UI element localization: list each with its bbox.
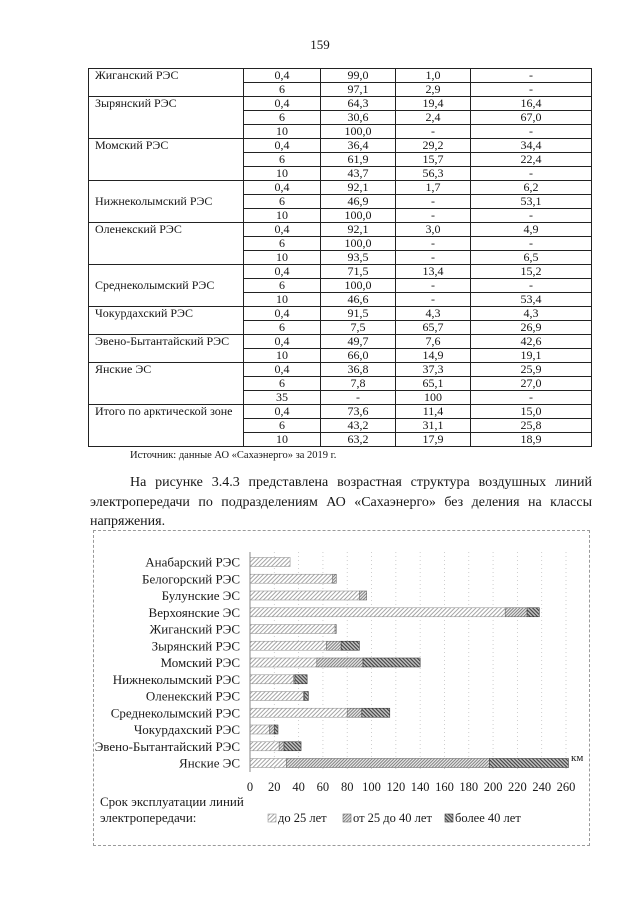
x-tick-label: 60 bbox=[316, 780, 330, 794]
voltage-cell: 0,4 bbox=[244, 223, 321, 237]
table-row bbox=[89, 363, 592, 377]
voltage-cell: 35 bbox=[244, 391, 321, 405]
share-under-25-cell: 100,0 bbox=[321, 125, 396, 139]
share-25-40-cell: 65,1 bbox=[396, 377, 471, 391]
share-25-40-cell: 31,1 bbox=[396, 419, 471, 433]
x-tick-label: 120 bbox=[386, 780, 406, 794]
x-tick-label: 0 bbox=[246, 780, 254, 794]
share-25-40-cell: - bbox=[396, 195, 471, 209]
age-structure-chart bbox=[93, 530, 590, 846]
voltage-cell: 6 bbox=[244, 279, 321, 293]
share-25-40-cell: - bbox=[396, 279, 471, 293]
paragraph-line: электропередачи по подразделениям АО «Сахаэнерго» без деления на классы bbox=[90, 494, 592, 510]
share-25-40-cell: 7,6 bbox=[396, 335, 471, 349]
share-under-25-cell: 30,6 bbox=[321, 111, 396, 125]
table-row bbox=[89, 69, 592, 83]
paragraph-line: На рисунке 3.4.3 представлена возрастная структура воздушных линий bbox=[130, 475, 592, 490]
bar-segment-over-40 bbox=[527, 608, 539, 617]
share-under-25-cell: 64,3 bbox=[321, 97, 396, 111]
table-row bbox=[89, 307, 592, 321]
share-over-40-cell: - bbox=[471, 237, 592, 251]
bar-segment-under-25 bbox=[250, 658, 317, 667]
share-25-40-cell: 14,9 bbox=[396, 349, 471, 363]
category-label: Булунские ЭС bbox=[161, 588, 240, 603]
share-over-40-cell: 15,2 bbox=[471, 265, 592, 279]
table-body bbox=[89, 69, 592, 447]
share-25-40-cell: 37,3 bbox=[396, 363, 471, 377]
share-over-40-cell: - bbox=[471, 167, 592, 181]
region-name-cell: Эвено-Бытантайский РЭС bbox=[89, 335, 244, 363]
share-25-40-cell: - bbox=[396, 125, 471, 139]
share-under-25-cell: 91,5 bbox=[321, 307, 396, 321]
x-tick-label: 180 bbox=[459, 780, 479, 794]
x-tick-label: 80 bbox=[340, 780, 354, 794]
bar-segment-25-40 bbox=[286, 759, 489, 768]
category-label: Янские ЭС bbox=[179, 755, 240, 771]
bar-segment-under-25 bbox=[250, 675, 294, 684]
x-tick-label: 160 bbox=[435, 780, 454, 794]
share-over-40-cell: - bbox=[471, 69, 592, 83]
bar-segment-under-25 bbox=[250, 641, 327, 650]
voltage-cell: 0,4 bbox=[244, 265, 321, 279]
region-name-cell: Итого по арктической зоне bbox=[89, 405, 244, 447]
category-label: Момский РЭС bbox=[160, 655, 240, 670]
share-25-40-cell: 17,9 bbox=[396, 433, 471, 447]
voltage-cell: 10 bbox=[244, 209, 321, 223]
category-label: Белогорский РЭС bbox=[142, 571, 240, 587]
share-under-25-cell: - bbox=[321, 391, 396, 405]
region-name-cell: Момский РЭС bbox=[89, 139, 244, 181]
bar-segment-25-40 bbox=[347, 708, 362, 717]
bar-segment-25-40 bbox=[335, 625, 336, 634]
share-over-40-cell: 22,4 bbox=[471, 153, 592, 167]
bar-segment-over-40 bbox=[305, 692, 309, 701]
bar-segment-over-40 bbox=[295, 675, 307, 684]
share-25-40-cell: 15,7 bbox=[396, 153, 471, 167]
category-label: Эвено-Бытантайский РЭС bbox=[94, 738, 240, 754]
voltage-cell: 0,4 bbox=[244, 363, 321, 377]
x-tick-label: 20 bbox=[268, 780, 281, 794]
bar-segment-over-40 bbox=[274, 725, 278, 734]
share-over-40-cell: - bbox=[471, 391, 592, 405]
share-25-40-cell: - bbox=[396, 209, 471, 223]
voltage-cell: 6 bbox=[244, 153, 321, 167]
page-number: 159 bbox=[310, 37, 330, 52]
bar-segment-under-25 bbox=[250, 558, 290, 567]
x-tick-label: 100 bbox=[362, 780, 381, 794]
table-row bbox=[89, 405, 592, 419]
age-structure-table bbox=[88, 68, 592, 447]
share-25-40-cell: 65,7 bbox=[396, 321, 471, 335]
share-over-40-cell: 4,3 bbox=[471, 307, 592, 321]
share-25-40-cell: 1,0 bbox=[396, 69, 471, 83]
voltage-cell: 6 bbox=[244, 419, 321, 433]
voltage-cell: 6 bbox=[244, 195, 321, 209]
table-row bbox=[89, 223, 592, 237]
voltage-cell: 6 bbox=[244, 237, 321, 251]
voltage-cell: 0,4 bbox=[244, 69, 321, 83]
share-25-40-cell: 13,4 bbox=[396, 265, 471, 279]
legend-swatch-under-25 bbox=[268, 814, 276, 822]
bar-segment-over-40 bbox=[362, 708, 390, 717]
voltage-cell: 0,4 bbox=[244, 307, 321, 321]
share-25-40-cell: 4,3 bbox=[396, 307, 471, 321]
bar-segment-25-40 bbox=[327, 641, 342, 650]
share-over-40-cell: 6,5 bbox=[471, 251, 592, 265]
source-note: Источник: данные АО «Сахаэнерго» за 2019 г. bbox=[130, 450, 337, 461]
share-over-40-cell: 25,8 bbox=[471, 419, 592, 433]
bar-segment-over-40 bbox=[363, 658, 420, 667]
legend-title: электропередачи: bbox=[100, 810, 197, 825]
category-label: Оленекский РЭС bbox=[145, 688, 240, 704]
table-row bbox=[89, 181, 592, 195]
legend-label: от 25 до 40 лет bbox=[353, 811, 432, 825]
voltage-cell: 10 bbox=[244, 167, 321, 181]
category-label: Анабарский РЭС bbox=[145, 554, 240, 570]
region-name-cell: Нижнеколымский РЭС bbox=[89, 181, 244, 223]
bar-segment-25-40 bbox=[505, 608, 527, 617]
share-under-25-cell: 71,5 bbox=[321, 265, 396, 279]
bar-segment-under-25 bbox=[250, 742, 279, 751]
share-25-40-cell: 100 bbox=[396, 391, 471, 405]
bar-segment-25-40 bbox=[279, 742, 284, 751]
share-under-25-cell: 100,0 bbox=[321, 279, 396, 293]
table-row bbox=[89, 97, 592, 111]
share-under-25-cell: 99,0 bbox=[321, 69, 396, 83]
share-under-25-cell: 7,5 bbox=[321, 321, 396, 335]
table-row bbox=[89, 335, 592, 349]
x-tick-label: 200 bbox=[483, 780, 503, 794]
bar-segment-25-40 bbox=[317, 658, 363, 667]
share-under-25-cell: 7,8 bbox=[321, 377, 396, 391]
bar-segment-over-40 bbox=[489, 759, 568, 768]
share-over-40-cell: - bbox=[471, 279, 592, 293]
voltage-cell: 6 bbox=[244, 83, 321, 97]
region-name-cell: Янские ЭС bbox=[89, 363, 244, 405]
x-unit-label: км bbox=[571, 752, 584, 764]
legend-label: до 25 лет bbox=[278, 811, 327, 825]
share-25-40-cell: 56,3 bbox=[396, 167, 471, 181]
category-label: Нижнеколымский РЭС bbox=[112, 671, 240, 687]
share-over-40-cell: 42,6 bbox=[471, 335, 592, 349]
share-under-25-cell: 63,2 bbox=[321, 433, 396, 447]
bar-segment-25-40 bbox=[359, 591, 366, 600]
share-25-40-cell: 2,4 bbox=[396, 111, 471, 125]
category-label: Верхоянские ЭС bbox=[148, 604, 240, 620]
voltage-cell: 10 bbox=[244, 293, 321, 307]
bar-segment-over-40 bbox=[341, 641, 359, 650]
voltage-cell: 0,4 bbox=[244, 405, 321, 419]
voltage-cell: 0,4 bbox=[244, 97, 321, 111]
region-name-cell: Зырянский РЭС bbox=[89, 97, 244, 139]
x-tick-label: 240 bbox=[532, 780, 552, 794]
bar-segment-under-25 bbox=[250, 759, 286, 768]
share-under-25-cell: 92,1 bbox=[321, 223, 396, 237]
share-over-40-cell: 27,0 bbox=[471, 377, 592, 391]
bar-segment-25-40 bbox=[333, 574, 337, 583]
category-label: Среднеколымский РЭС bbox=[110, 705, 240, 721]
region-name-cell: Чокурдахский РЭС bbox=[89, 307, 244, 335]
share-over-40-cell: 19,1 bbox=[471, 349, 592, 363]
share-under-25-cell: 66,0 bbox=[321, 349, 396, 363]
x-tick-label: 140 bbox=[410, 780, 430, 794]
share-over-40-cell: - bbox=[471, 83, 592, 97]
voltage-cell: 0,4 bbox=[244, 335, 321, 349]
share-under-25-cell: 49,7 bbox=[321, 335, 396, 349]
share-under-25-cell: 46,6 bbox=[321, 293, 396, 307]
legend-label: более 40 лет bbox=[455, 811, 521, 825]
voltage-cell: 6 bbox=[244, 111, 321, 125]
bar-segment-25-40 bbox=[269, 725, 274, 734]
share-under-25-cell: 100,0 bbox=[321, 209, 396, 223]
share-25-40-cell: - bbox=[396, 237, 471, 251]
share-25-40-cell: 19,4 bbox=[396, 97, 471, 111]
bar-segment-under-25 bbox=[250, 708, 347, 717]
category-label: Жиганский РЭС bbox=[149, 621, 240, 637]
share-25-40-cell: 3,0 bbox=[396, 223, 471, 237]
share-under-25-cell: 36,4 bbox=[321, 139, 396, 153]
voltage-cell: 10 bbox=[244, 251, 321, 265]
share-25-40-cell: - bbox=[396, 251, 471, 265]
share-25-40-cell: 11,4 bbox=[396, 405, 471, 419]
category-label: Чокурдахский РЭС bbox=[133, 722, 240, 737]
region-name-cell: Оленекский РЭС bbox=[89, 223, 244, 265]
x-tick-label: 220 bbox=[508, 780, 527, 794]
bar-segment-over-40 bbox=[284, 742, 301, 751]
category-label: Зырянский РЭС bbox=[151, 638, 240, 654]
share-over-40-cell: 16,4 bbox=[471, 97, 592, 111]
share-under-25-cell: 92,1 bbox=[321, 181, 396, 195]
share-over-40-cell: 4,9 bbox=[471, 223, 592, 237]
region-name-cell: Жиганский РЭС bbox=[89, 69, 244, 97]
share-under-25-cell: 43,2 bbox=[321, 419, 396, 433]
share-under-25-cell: 36,8 bbox=[321, 363, 396, 377]
x-tick-label: 40 bbox=[292, 780, 305, 794]
body-paragraph bbox=[90, 473, 592, 532]
voltage-cell: 0,4 bbox=[244, 139, 321, 153]
share-over-40-cell: 67,0 bbox=[471, 111, 592, 125]
share-under-25-cell: 73,6 bbox=[321, 405, 396, 419]
region-name-cell: Среднеколымский РЭС bbox=[89, 265, 244, 307]
share-25-40-cell: 1,7 bbox=[396, 181, 471, 195]
legend-swatch-25-40 bbox=[343, 814, 351, 822]
share-25-40-cell: 29,2 bbox=[396, 139, 471, 153]
share-over-40-cell: 53,4 bbox=[471, 293, 592, 307]
voltage-cell: 10 bbox=[244, 349, 321, 363]
voltage-cell: 0,4 bbox=[244, 181, 321, 195]
share-over-40-cell: 26,9 bbox=[471, 321, 592, 335]
share-over-40-cell: 18,9 bbox=[471, 433, 592, 447]
share-under-25-cell: 43,7 bbox=[321, 167, 396, 181]
share-over-40-cell: 15,0 bbox=[471, 405, 592, 419]
share-under-25-cell: 97,1 bbox=[321, 83, 396, 97]
share-over-40-cell: 25,9 bbox=[471, 363, 592, 377]
share-under-25-cell: 61,9 bbox=[321, 153, 396, 167]
voltage-cell: 6 bbox=[244, 377, 321, 391]
table-row bbox=[89, 139, 592, 153]
bar-segment-under-25 bbox=[250, 625, 335, 634]
share-25-40-cell: 2,9 bbox=[396, 83, 471, 97]
share-over-40-cell: - bbox=[471, 125, 592, 139]
table-row bbox=[89, 265, 592, 279]
bar-segment-under-25 bbox=[250, 725, 269, 734]
voltage-cell: 10 bbox=[244, 125, 321, 139]
x-tick-label: 260 bbox=[556, 780, 576, 794]
paragraph-line: напряжения. bbox=[90, 514, 166, 529]
voltage-cell: 10 bbox=[244, 433, 321, 447]
share-over-40-cell: - bbox=[471, 209, 592, 223]
share-over-40-cell: 34,4 bbox=[471, 139, 592, 153]
share-under-25-cell: 46,9 bbox=[321, 195, 396, 209]
legend-swatch-over-40 bbox=[445, 814, 453, 822]
share-under-25-cell: 93,5 bbox=[321, 251, 396, 265]
share-under-25-cell: 100,0 bbox=[321, 237, 396, 251]
share-25-40-cell: - bbox=[396, 293, 471, 307]
legend-title: Срок эксплуатации линий bbox=[100, 794, 244, 809]
bar-segment-under-25 bbox=[250, 591, 359, 600]
share-over-40-cell: 53,1 bbox=[471, 195, 592, 209]
bar-segment-under-25 bbox=[250, 608, 505, 617]
bar-segment-under-25 bbox=[250, 574, 333, 583]
voltage-cell: 6 bbox=[244, 321, 321, 335]
bar-segment-under-25 bbox=[250, 692, 303, 701]
share-over-40-cell: 6,2 bbox=[471, 181, 592, 195]
